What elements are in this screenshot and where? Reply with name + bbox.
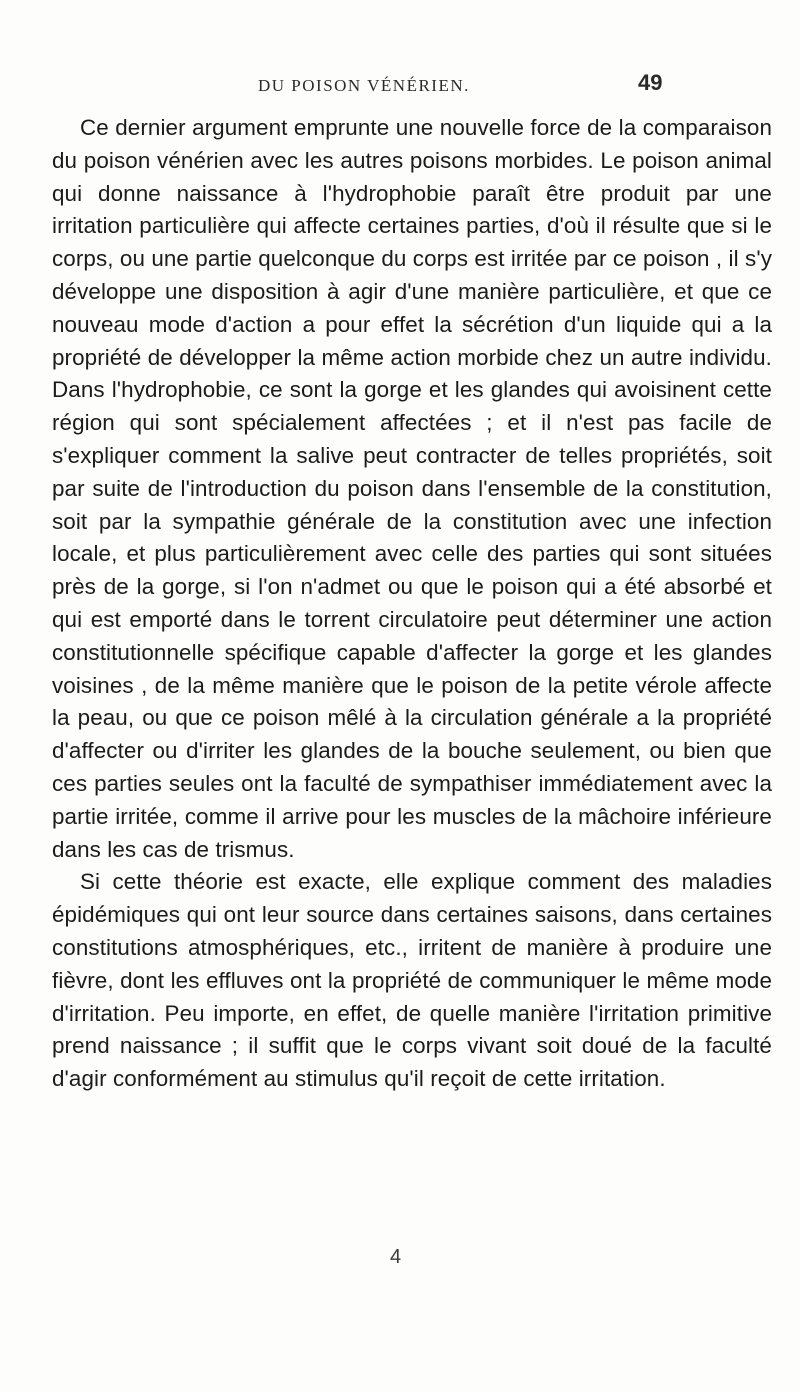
signature-mark: 4 [390, 1246, 402, 1268]
page-number: 49 [638, 70, 663, 95]
body-text [52, 112, 772, 1096]
running-title: DU POISON VÉNÉRIEN. [258, 76, 470, 95]
paragraph-epidemic-theory: Si cette théorie est exacte, elle explique comment des maladies épidémiques qui ont leur source dans certaines saisons, dans certaines constitutions atmosphériques, etc., irritent de manière à produire une fièvre, dont les effluves ont la propriété de communiquer le même mode d'irritation. Peu importe, en effet, de quelle manière l'irritation primitive prend naissance ; il suffit que le corps vivant soit doué de la faculté d'agir conformément au stimulus qu'il reçoit de cette irritation. [52, 869, 772, 1092]
paragraph-hydrophobia-comparison: Ce dernier argument emprunte une nouvelle force de la comparaison du poison vénérien avec les autres poisons morbides. Le poison animal qui donne naissance à l'hydrophobie paraît être produit par une irritation particulière qui affecte certaines parties, d'où il résulte que si le corps, ou une partie quelconque du corps est irritée par ce poison , il s'y développe une disposition à agir d'une manière particulière, et que ce nouveau mode d'action a pour effet la sécrétion d'un liquide qui a la propriété de développer la même action morbide chez un autre individu. Dans l'hydrophobie, ce sont la gorge et les glandes qui avoisinent cette région qui sont spécialement affectées ; et il n'est pas facile de s'expliquer comment la salive peut contracter de telles propriétés, soit par suite de l'introduction du poison dans l'ensemble de la constitution, soit par la sympathie générale de la constitution avec une infection locale, et plus particulièrement avec celle des parties qui sont situées près de la gorge, si l'on n'admet ou que le poison qui a été absorbé et qui est emporté dans le torrent circulatoire peut déterminer une action constitutionnelle spécifique capable d'affecter la gorge et les glandes voisines , de la même manière que le poison de la petite vérole affecte la peau, ou que ce poison mêlé à la circulation générale a la propriété d'affecter ou d'irriter les glandes de la bouche seulement, ou bien que ces parties seules ont la faculté de sympathiser immédiatement avec la partie irritée, comme il arrive pour les muscles de la mâchoire inférieure dans les cas de trismus. [52, 115, 772, 862]
